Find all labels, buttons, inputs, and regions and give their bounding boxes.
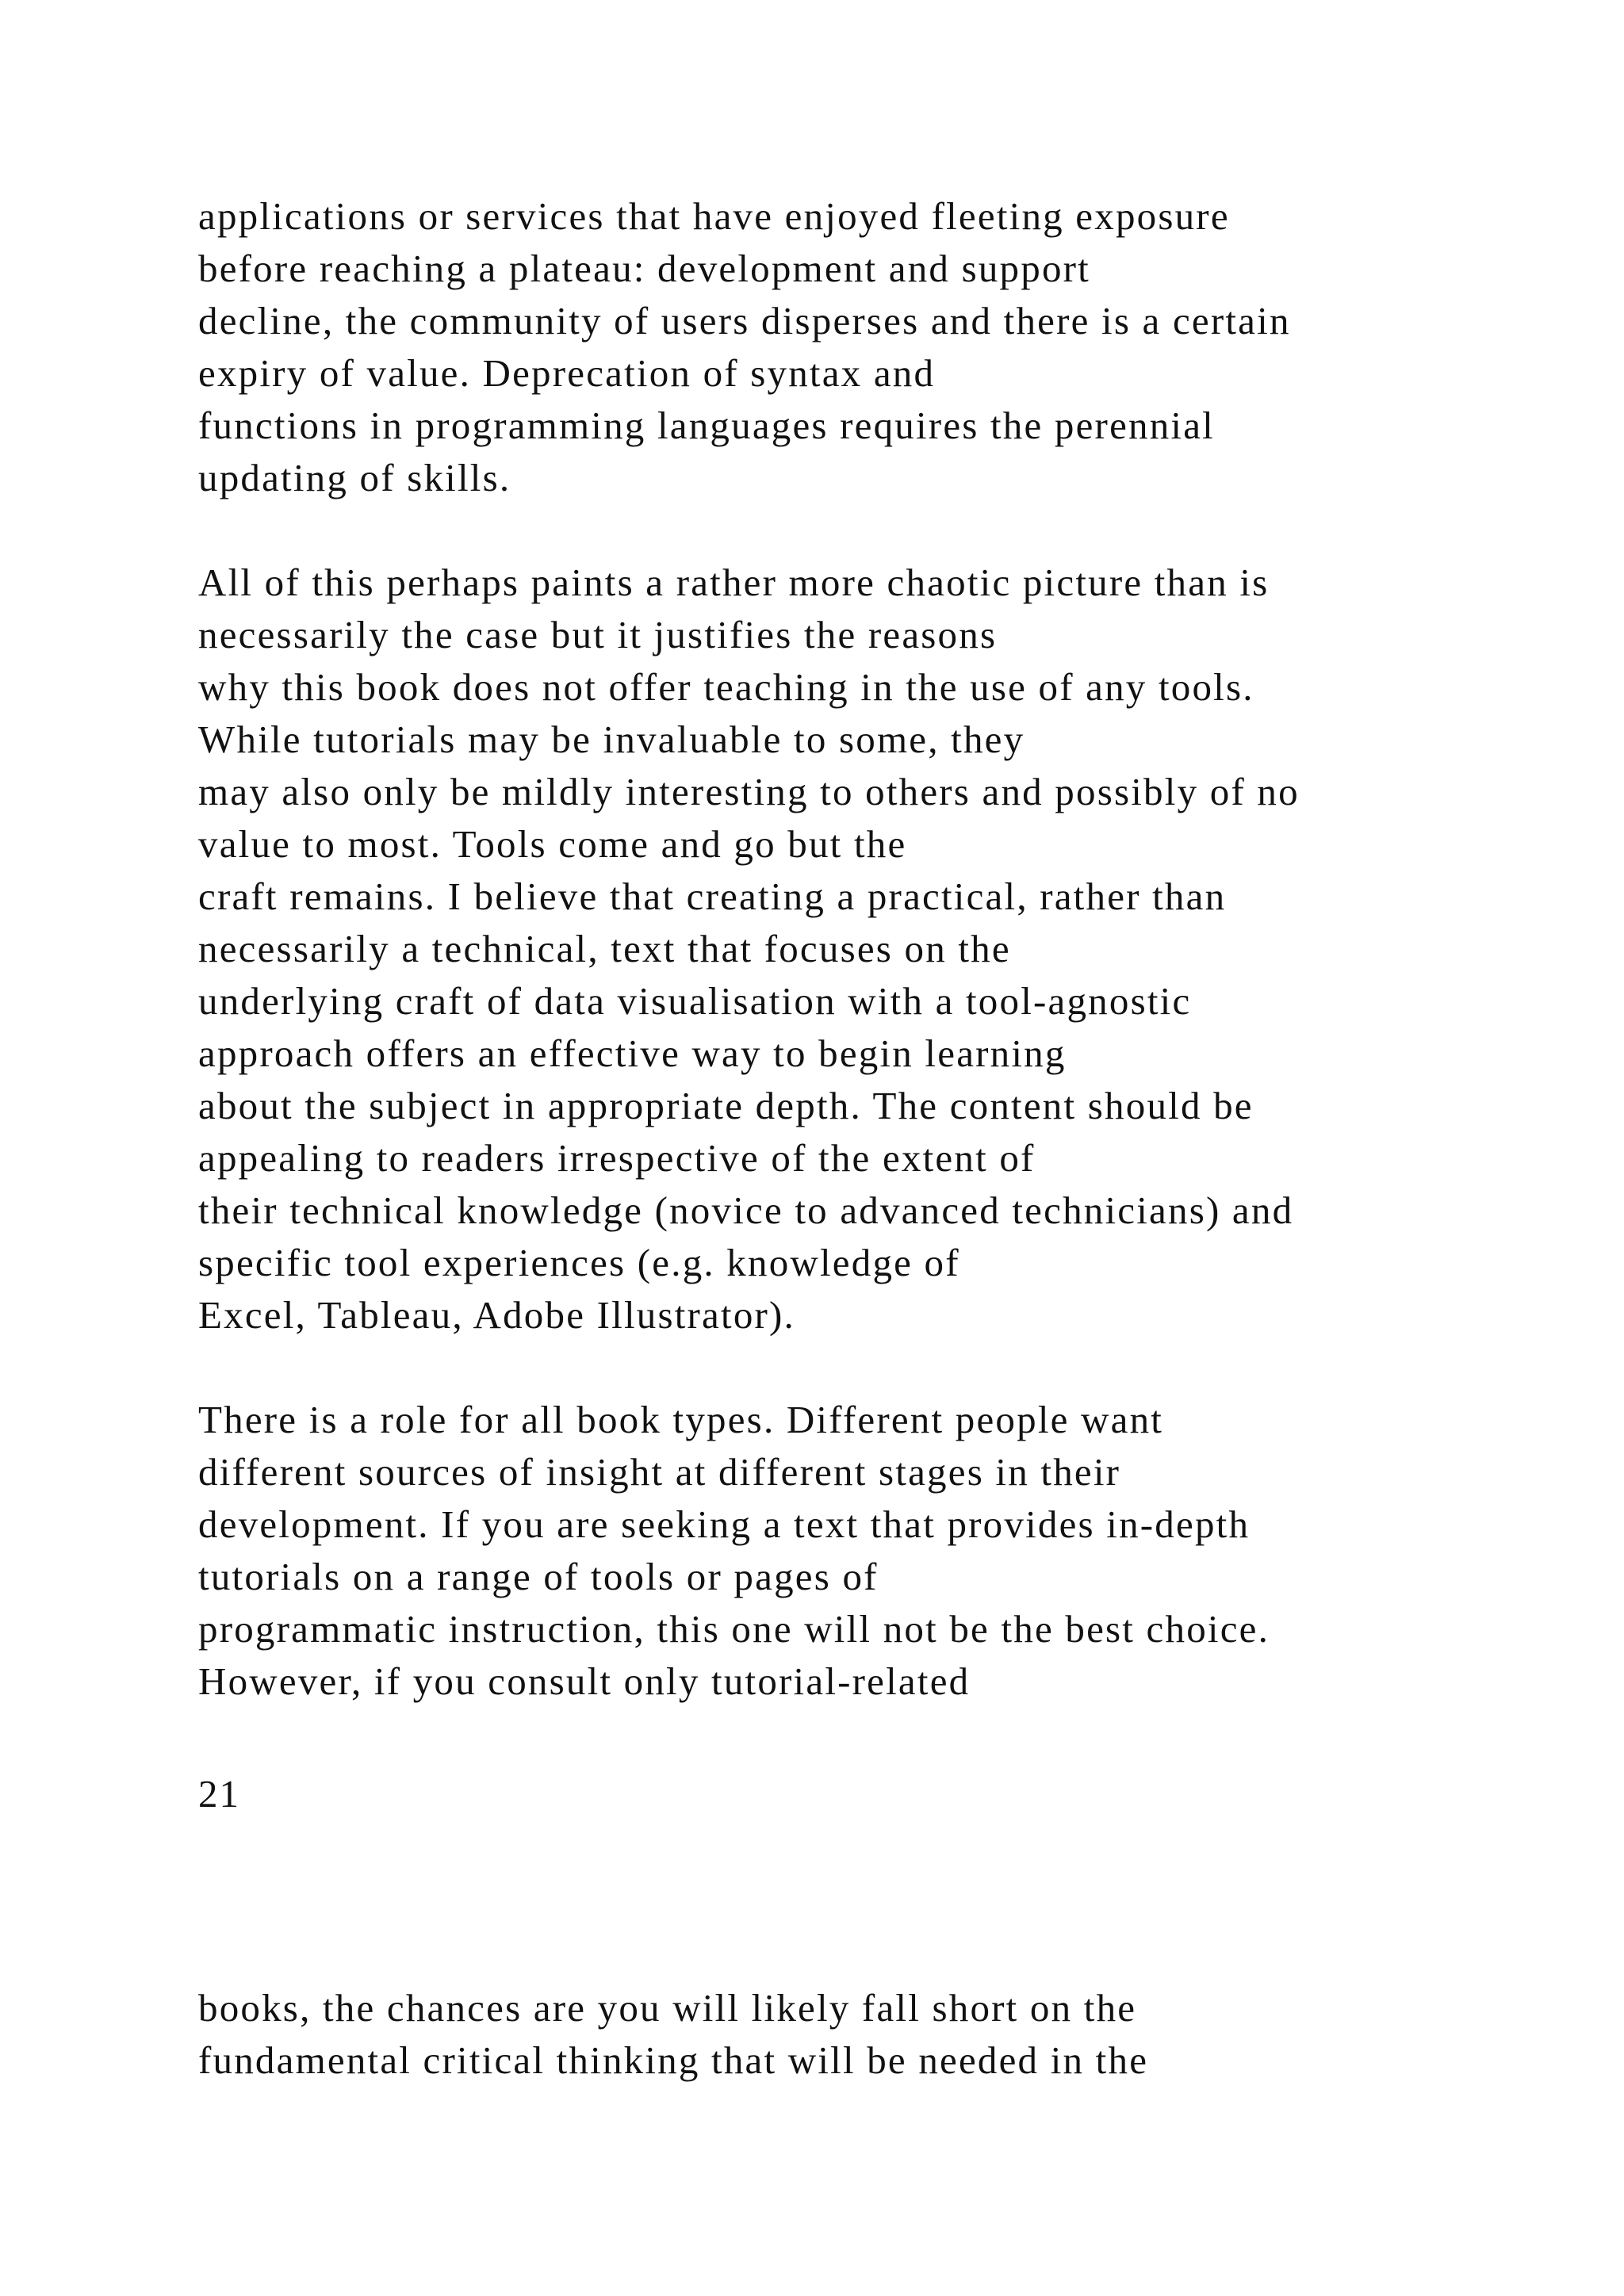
text-line: programmatic instruction, this one will not be the best choice.: [198, 1607, 1270, 1651]
text-line: All of this perhaps paints a rather more chaotic picture than is: [198, 561, 1270, 604]
text-line: craft remains. I believe that creating a practical, rather than: [198, 874, 1227, 918]
text-line: underlying craft of data visualisation with a tool-agnostic: [198, 979, 1192, 1023]
text-line: why this book does not offer teaching in the use of any tools.: [198, 665, 1254, 709]
paragraph-2: [198, 557, 1594, 1341]
text-line: updating of skills.: [198, 456, 511, 499]
text-line: tutorials on a range of tools or pages of: [198, 1555, 879, 1598]
text-line: value to most. Tools come and go but the: [198, 822, 907, 866]
text-line: different sources of insight at different stages in their: [198, 1450, 1121, 1494]
text-line: before reaching a plateau: development and support: [198, 247, 1090, 290]
text-line: may also only be mildly interesting to others and possibly of no: [198, 770, 1300, 813]
text-line: approach offers an effective way to begin learning: [198, 1031, 1067, 1075]
continuation-paragraph: [198, 1982, 1148, 2087]
text-line: necessarily the case but it justifies the reasons: [198, 613, 998, 656]
text-line: their technical knowledge (novice to advanced technicians) and: [198, 1188, 1294, 1232]
text-line: specific tool experiences (e.g. knowledge of: [198, 1241, 960, 1284]
text-line: applications or services that have enjoyed fleeting exposure: [198, 194, 1230, 238]
document-body: [198, 190, 1594, 1708]
paragraph-1: [198, 190, 1594, 504]
text-line: Excel, Tableau, Adobe Illustrator).: [198, 1293, 795, 1337]
text-line: expiry of value. Deprecation of syntax and: [198, 351, 936, 395]
text-line: functions in programming languages requires the perennial: [198, 404, 1215, 447]
text-line: necessarily a technical, text that focuses on the: [198, 927, 1011, 970]
paragraph-spacer: [198, 1341, 1594, 1394]
text-line: about the subject in appropriate depth. The content should be: [198, 1084, 1254, 1127]
text-line: decline, the community of users disperses and there is a certain: [198, 299, 1291, 342]
text-line: appealing to readers irrespective of the extent of: [198, 1136, 1036, 1180]
text-line: fundamental critical thinking that will be needed in the: [198, 2038, 1149, 2082]
text-line: While tutorials may be invaluable to some, they: [198, 718, 1025, 761]
text-line: There is a role for all book types. Different people want: [198, 1398, 1164, 1441]
text-line: development. If you are seeking a text that provides in-depth: [198, 1502, 1251, 1546]
text-line: However, if you consult only tutorial-related: [198, 1659, 971, 1703]
paragraph-spacer: [198, 504, 1594, 557]
text-line: books, the chances are you will likely fall short on the: [198, 1986, 1137, 2030]
page-number: 21: [198, 1772, 240, 1816]
paragraph-3: [198, 1394, 1594, 1708]
